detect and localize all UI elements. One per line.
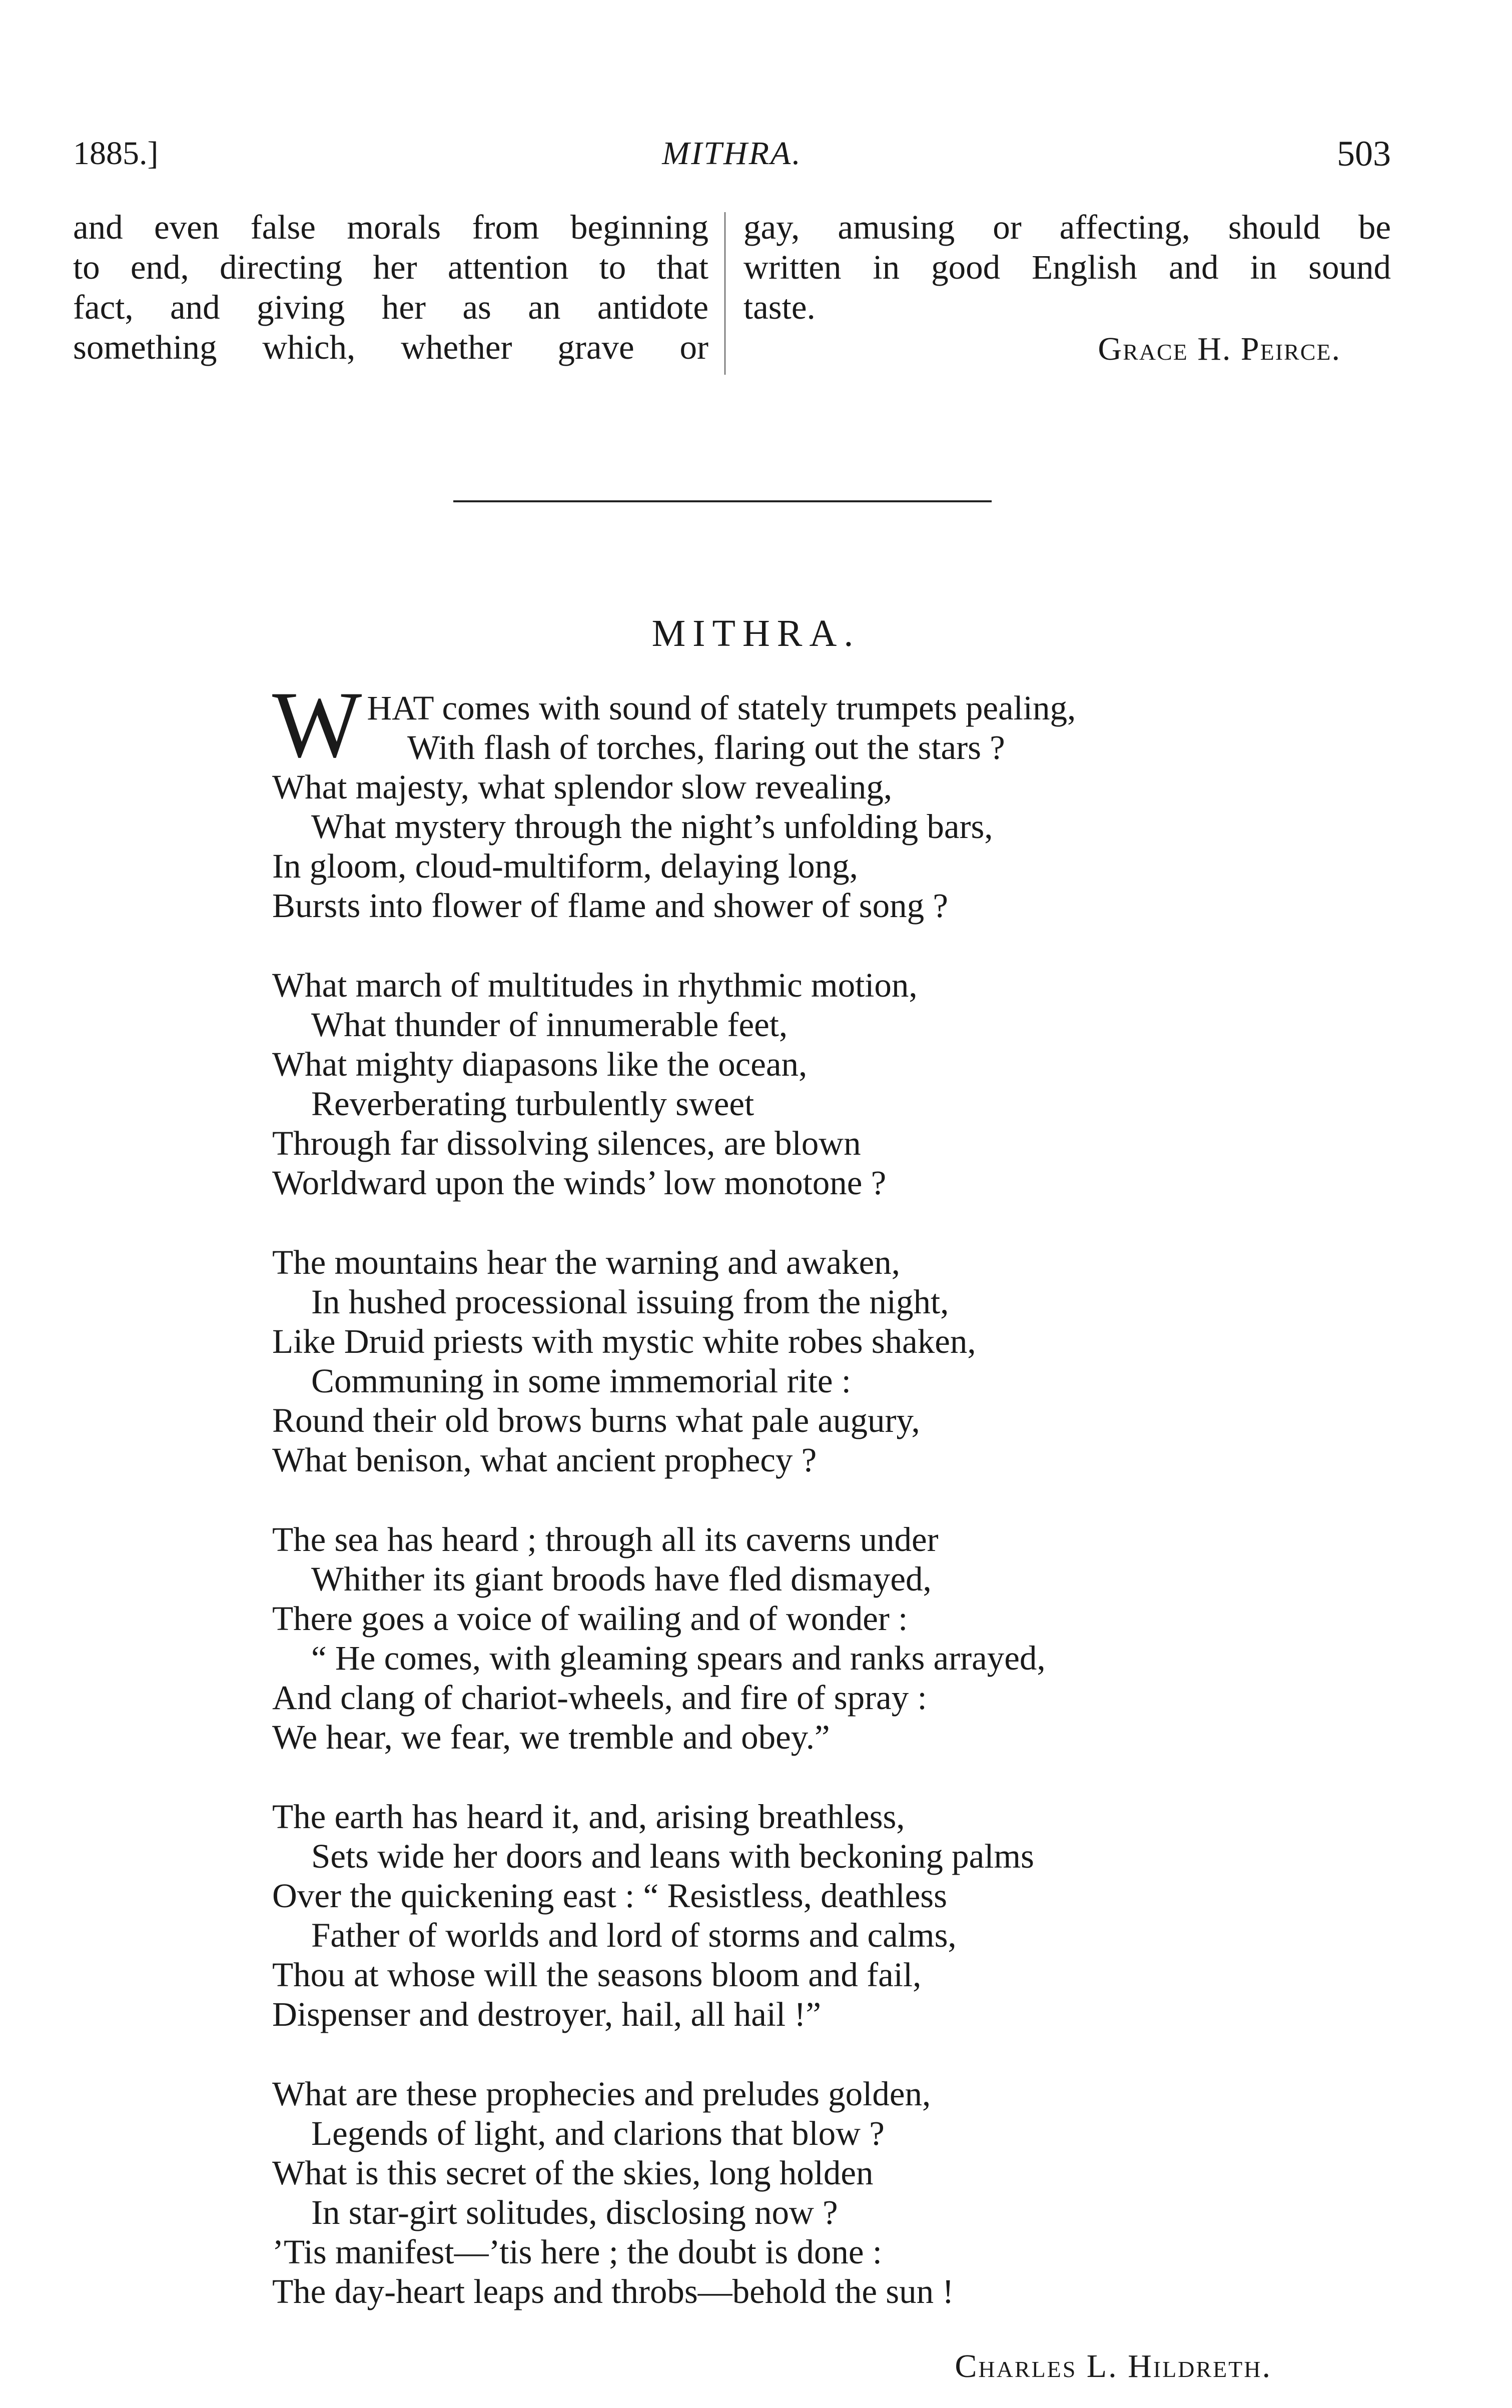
prose-continuation <box>73 207 1391 377</box>
poem-line: Whither its giant broods have fled dismayed, <box>311 1560 932 1598</box>
poem-title: MITHRA. <box>651 612 861 654</box>
poem-line: “ He comes, with gleaming spears and ranks arrayed, <box>311 1639 1046 1677</box>
left-column <box>73 207 708 367</box>
prose-author-signature: Grace H. Peirce. <box>1098 331 1341 367</box>
poem-line: Over the quickening east : “ Resistless, deathless <box>272 1877 948 1915</box>
right-column-line: gay, amusing or affecting, should be <box>743 208 1391 246</box>
left-column-line: fact, and giving her as an antidote <box>73 288 708 326</box>
stanza-1-rest <box>272 767 1423 926</box>
poem-line: What mystery through the night’s unfolding bars, <box>311 808 993 846</box>
poem-line: Father of worlds and lord of storms and calms, <box>311 1916 957 1954</box>
poem-stanza-6 <box>272 2074 1423 2311</box>
first-line-caps: HAT <box>367 689 434 727</box>
poem-line: The mountains hear the warning and awaken, <box>272 1243 900 1281</box>
poem-stanzas <box>272 966 1423 2311</box>
right-column-line: taste. <box>743 288 816 326</box>
drop-cap: W <box>272 688 362 777</box>
poem-line: Worldward upon the winds’ low monotone ? <box>272 1164 887 1202</box>
poem-line: We hear, we fear, we tremble and obey.” <box>272 1718 830 1756</box>
poem-line: And clang of chariot-wheels, and fire of spray : <box>272 1679 927 1717</box>
poem-line: Legends of light, and clarions that blow ? <box>311 2114 885 2152</box>
header-title: MITHRA. <box>662 135 802 172</box>
header-year: 1885.] <box>73 135 159 172</box>
left-column-line: something which, whether grave or <box>73 328 708 366</box>
left-column-line: to end, directing her attention to that <box>73 248 708 286</box>
poem-line: What mighty diapasons like the ocean, <box>272 1045 808 1083</box>
poem-line: The earth has heard it, and, arising breathless, <box>272 1798 905 1836</box>
poem-line: The sea has heard ; through all its caverns under <box>272 1520 939 1558</box>
poem-line: What majesty, what splendor slow revealing, <box>272 768 893 806</box>
first-line-rest: comes with sound of stately trumpets pealing, <box>433 689 1076 727</box>
poem-line: In hushed processional issuing from the night, <box>311 1283 949 1321</box>
poem-line: What is this secret of the skies, long holden <box>272 2154 874 2192</box>
left-column-line: and even false morals from beginning <box>73 208 708 246</box>
right-column-line: written in good English and in sound <box>743 248 1391 286</box>
poem-line: What benison, what ancient prophecy ? <box>272 1441 817 1479</box>
poem-line: Sets wide her doors and leans with beckoning palms <box>311 1837 1034 1875</box>
poem-line: Round their old brows burns what pale augury, <box>272 1401 920 1439</box>
poem-line-second: With flash of torches, flaring out the stars ? <box>407 728 1005 766</box>
poem-line: Dispenser and destroyer, hail, all hail !” <box>272 1995 822 2033</box>
poem-line: The day-heart leaps and throbs—behold the sun ! <box>272 2272 954 2310</box>
poem-line: ’Tis manifest—’tis here ; the doubt is done : <box>272 2233 882 2271</box>
poem-line: Like Druid priests with mystic white robes shaken, <box>272 1322 976 1360</box>
poem-stanza-3 <box>272 1243 1423 1480</box>
right-column <box>743 207 1391 327</box>
poem-stanza-1 <box>272 688 1423 926</box>
poem-author-signature: Charles L. Hildreth. <box>955 2348 1272 2384</box>
section-divider <box>453 500 992 502</box>
poem-line: What thunder of innumerable feet, <box>311 1006 788 1044</box>
poem-line: What are these prophecies and preludes golden, <box>272 2075 931 2113</box>
poem-line: Communing in some immemorial rite : <box>311 1362 851 1400</box>
poem-line: Thou at whose will the seasons bloom and fail, <box>272 1956 922 1994</box>
poem-body <box>272 688 1423 2351</box>
poem-line: There goes a voice of wailing and of wonder : <box>272 1599 908 1638</box>
poem-line-first <box>272 688 1423 728</box>
page-number: 503 <box>1337 134 1391 174</box>
poem-line: What march of multitudes in rhythmic motion, <box>272 966 918 1004</box>
poem-stanza-2 <box>272 966 1423 1203</box>
poem-line: Bursts into flower of flame and shower of song ? <box>272 887 948 925</box>
poem-stanza-4 <box>272 1520 1423 1757</box>
poem-stanza-5 <box>272 1797 1423 2034</box>
poem-line: In star-girt solitudes, disclosing now ? <box>311 2193 838 2231</box>
poem-line: Reverberating turbulently sweet <box>311 1085 754 1123</box>
poem-line: In gloom, cloud-multiform, delaying long, <box>272 847 858 885</box>
column-rule <box>724 212 725 375</box>
running-header <box>73 131 1391 176</box>
poem-line: Through far dissolving silences, are blown <box>272 1124 861 1162</box>
